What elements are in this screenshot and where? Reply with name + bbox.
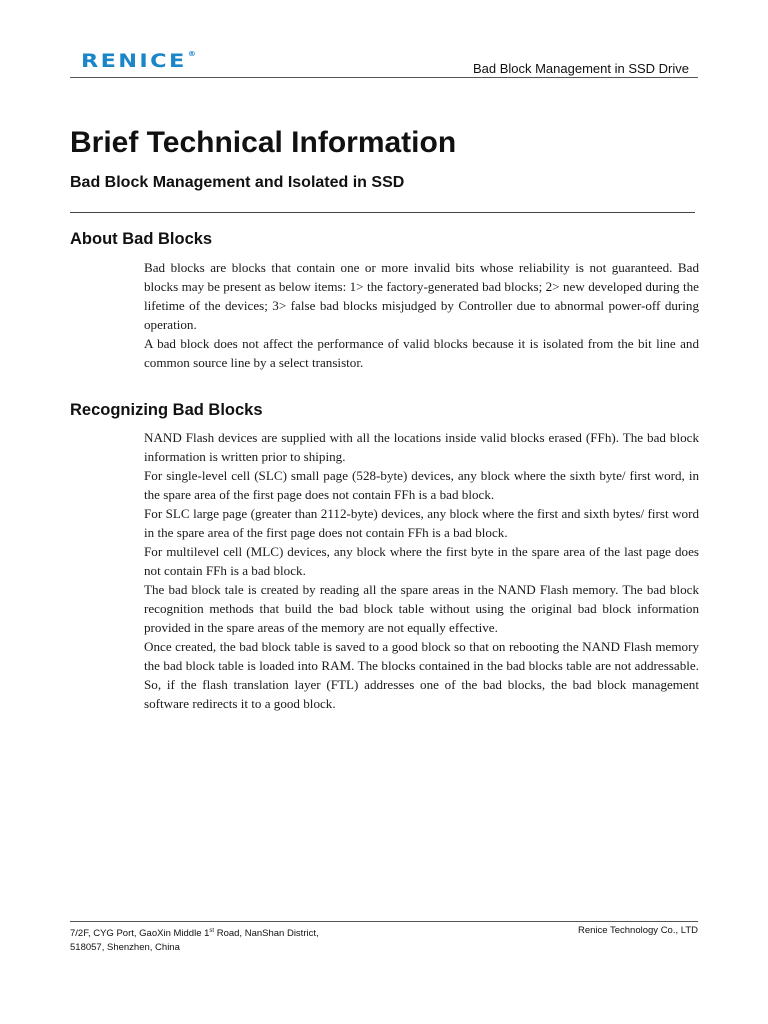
footer-company: Renice Technology Co., LTD — [577, 925, 698, 936]
header-title: Bad Block Management in SSD Drive — [472, 61, 689, 76]
address-line-1-rest: Road, NanShan District, — [214, 928, 319, 940]
section-heading-about-bad-blocks: About Bad Blocks — [70, 230, 213, 248]
paragraph: For multilevel cell (MLC) devices, any block where the first byte in the spare area of the last page does not contain FFh is a bad block. — [144, 544, 699, 578]
section-body-recognizing-bad-blocks — [144, 428, 699, 713]
title-divider — [70, 212, 695, 213]
address-ordinal: st — [209, 928, 215, 934]
address-line-1 — [70, 924, 319, 941]
paragraph: The bad block tale is created by reading all the spare areas in the NAND Flash memory. The bad block recognition methods that build the bad block table without using the original bad block information provided in the spare areas of the memory are not equally effective. — [144, 582, 699, 635]
page-title: Brief Technical Information — [70, 126, 457, 159]
footer-address — [70, 924, 319, 955]
section-body-about-bad-blocks — [144, 258, 699, 372]
paragraph: A bad block does not affect the performance of valid blocks because it is isolated from the bit line and common source line by a select transistor. — [144, 336, 699, 370]
footer-divider — [70, 921, 698, 922]
paragraph: For single-level cell (SLC) small page (528-byte) devices, any block where the sixth byte/ first word, in the spare area of the first page does not contain FFh is a bad block. — [144, 468, 699, 502]
paragraph: Once created, the bad block table is saved to a good block so that on rebooting the NAND Flash memory the bad block table is loaded into RAM. The blocks contained in the bad blocks table are not addressable. So, if the flash translation layer (FTL) addresses one of the bad blocks, the bad block management software redirects it to a good block. — [144, 639, 699, 711]
paragraph: Bad blocks are blocks that contain one or more invalid bits whose reliability is not guaranteed. Bad blocks may be present as below items: 1> the factory-generated bad blocks; 2> new developed during the lifetime of the devices; 3> false bad blocks misjudged by Controller due to abnormal power-off during operation. — [144, 260, 699, 332]
paragraph: NAND Flash devices are supplied with all the locations inside valid blocks erased (FFh). The bad block information is written prior to shiping. — [144, 430, 699, 464]
logo-text: RENICE — [81, 50, 187, 72]
address-line-1-text: 7/2F, CYG Port, GaoXin Middle 1 — [70, 928, 210, 940]
page-subtitle: Bad Block Management and Isolated in SSD — [70, 174, 405, 191]
paragraph: For SLC large page (greater than 2112-byte) devices, any block where the first and sixth bytes/ first word in the spare area of the first page does not contain FFh is a bad block. — [144, 506, 699, 540]
company-logo — [81, 50, 196, 72]
section-heading-recognizing-bad-blocks: Recognizing Bad Blocks — [70, 401, 263, 419]
header-divider — [70, 77, 698, 78]
address-line-2: 518057, Shenzhen, China — [70, 942, 180, 954]
registered-mark: ® — [187, 50, 197, 58]
